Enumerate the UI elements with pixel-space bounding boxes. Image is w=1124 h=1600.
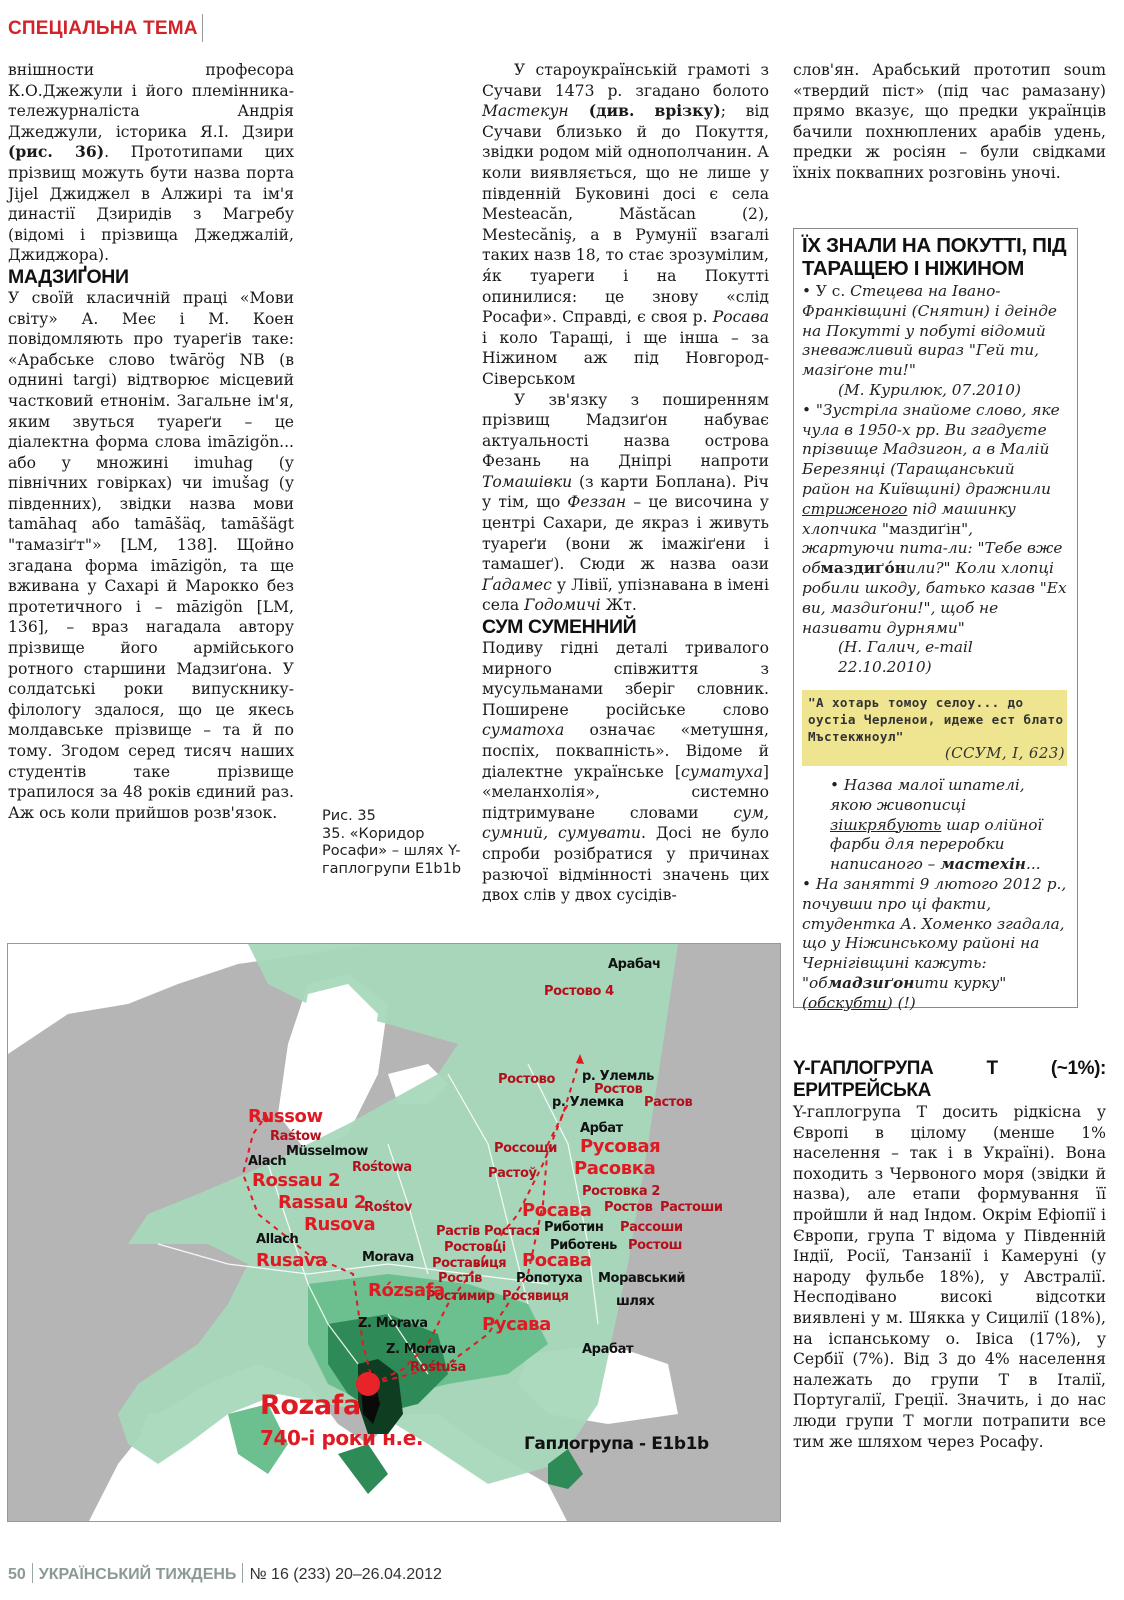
map-label-allach: Allach [256, 1232, 299, 1247]
map-label-z-morava-2: Z. Morava [386, 1342, 456, 1357]
map-label-rostymyr: Ростимир [426, 1289, 495, 1304]
map-label-rastov: Растов [644, 1095, 693, 1110]
map-label-alach: Alach [248, 1154, 287, 1169]
sidebar-citation-1: (М. Курилюк, 07.2010) [838, 380, 1022, 399]
map-label-rastou: Растоў [488, 1166, 537, 1181]
map-legend: Гаплогрупа - E1b1b [524, 1434, 709, 1454]
map-label-r-ulemka: р. Улемка [552, 1095, 624, 1110]
map-label-rostavytsia: Роставиця [432, 1256, 507, 1271]
map-label-rasovka: Расовка [574, 1158, 656, 1179]
issue-info: № 16 (233) 20–26.04.2012 [249, 1566, 442, 1583]
paragraph-fezan: У зв'язку з поширенням прізвищ Мадзиґон набуває актуальності назва острова Фезань на Дніпрі напроти Томашівки (з карти Боплана). Річ у тім, що Феззан – це височина у центрі Сахари, де якраз і живуть туареґи (вони ж імажіґени і тамашеґ). Сюди ж назва оази Ґадамес у Лівії, упізнавана в імені села Годомичі Жт. [482, 390, 769, 615]
map-label-rusova: Rusova [304, 1214, 376, 1235]
paragraph-mastekun: У староукраїнській грамоті з Сучави 1473 р. згадано болото Мастекун (див. врізку); від Сучави близько й до Покуття, звідки родом мій однополчанин. А коли виявляється, що не лише у південній Буковині досі є села Mesteacăn, Măstăcan (2), Mestecăniş, а в Румунії взагалі таких назв 18, то стає зрозумілим, я́к туареги і на Покутті опинилися: це знову «слід Росафи». Справді, є своя р. Росава і коло Таращі, і ще інша – за Ніжином аж під Новгород-Сіверськом [482, 61, 769, 388]
figure-reference: (рис. 36) [8, 142, 105, 162]
sidebar-citation-2: (Н. Галич, e-mail 22.10.2010) [838, 638, 973, 677]
map-label-z-morava-1: Z. Morava [358, 1316, 428, 1331]
column-1 [8, 60, 294, 823]
map-label-rastiv: Растів [436, 1224, 480, 1239]
map-label-rastoshi: Растоши [660, 1200, 723, 1215]
map-label-musselmow: Müsselmow [286, 1144, 368, 1159]
map-label-arabat: Арабат [582, 1342, 634, 1357]
map-origin-title: Rozafa [260, 1390, 361, 1421]
map-label-rostowa: Rośtowa [352, 1160, 412, 1175]
haplogroup-map [7, 943, 781, 1522]
caption-text: 35. «Коридор Росафи» – шлях Y-гаплогрупи E1b1b [322, 825, 462, 877]
sidebar-item-1: • У с. Стецева на Івано-Франківщині (Снятин) і деінде на Покутті у побуті відомий зневажливий вираз "Гей ти, мазіґоне ти!" [802, 282, 1057, 380]
map-label-rostovtsi: Ростовці [444, 1240, 506, 1255]
map-origin-date: 740-і роки н.е. [260, 1426, 424, 1450]
quote-source: (ССУМ, I, 623) [944, 743, 1065, 762]
intro-paragraph: внішности професора К.О.Джежули і його племінника-тележурналіста Андрія Джеджули, історика Я.І. Дзири (рис. 36). Прототипами цих прізвищ можуть бути назва порта Jijel Джиджел в Алжирі та ім'я династії Дзиридів з Магребу (відомі і прізвища Джеджалій, Джиджора). [8, 61, 295, 265]
map-label-rosava-1: Росава [522, 1200, 592, 1221]
column-3 [793, 60, 1106, 184]
page-number: 50 [8, 1566, 26, 1583]
map-label-rossau-2: Rossau 2 [252, 1170, 341, 1191]
map-label-rostov-2: Ростов [604, 1200, 653, 1215]
map-label-rostovo-4: Ростово 4 [544, 984, 614, 999]
sidebar-box [793, 228, 1078, 1012]
column-4 [793, 1058, 1106, 1452]
map-label-rostov-latin: Rośtov [364, 1200, 412, 1215]
map-label-rosiavytsia: Росявиця [502, 1289, 569, 1304]
caption-figure-number: Рис. 35 [322, 808, 376, 824]
map-label-rostov-1: Ростов [594, 1082, 643, 1097]
map-label-rozsafa: Rózsafa [368, 1280, 445, 1301]
sidebar-item-4: • На занятті 9 лютого 2012 р., почувши про ці факти, студентка А. Хоменко згадала, що у Ніжинському районі на Чернігівщині кажуть: "обмадзиґонити курку" (обскубти) (!) [802, 874, 1067, 1012]
map-label-r-uleml: р. Улемль [582, 1069, 654, 1084]
paragraph-sumatokha: Подиву гідні деталі тривалого мирного співжиття з мусульманами зберіг словник. Поширене російське слово суматоха означає «метушня, поспіх, поквапність». Відоме й діалектне українське [суматуха] «меланхолія», системно підтримуване словами сум, сумний, сумувати. Досі не було спроби розібратися у причинах разючої відмінності значень цих двох слів у двох сусідів- [482, 639, 770, 905]
map-label-rosava-2: Росава [522, 1250, 592, 1271]
quote-text: "А хотарь томоу селоу... до оустіа Черленои, идеже ест блато Мъстекжноул" [808, 694, 1064, 744]
paragraph-soum: слов'ян. Арабський прототип soum «твердий піст» (під час рамазану) прямо вказує, що предки українців бачили похнюплених арабів удень, предки ж росіян – були свідками їхніх поквапних розговінь уночі. [793, 61, 1106, 182]
map-label-ropotukha: Ропотуха [516, 1271, 583, 1286]
sidebar-item-2: • "Зустріла знайоме слово, яке чула в 1950-х рр. Ви згадуєте прізвище Мадзигон, а в Малій Березянці (Таращанський район на Київщині) дражнили стриженого під машинку хлопчика "маздиґін", жартуючи пита-ли: "Тебе вже обмаздиґóнили?" Коли хлопці робили шкоду, батько казав "Ех ви, маздиґони!", щоб не називати дурнями" [802, 400, 1067, 637]
heading-madzigony: МАДЗИҐОНИ [8, 265, 129, 288]
map-label-rusava-cyr: Русава [482, 1314, 551, 1335]
page-footer [8, 1563, 442, 1584]
heading-haplogroup-t: Y-ГАПЛОГРУПА T (~1%): ЕРИТРЕЙСЬКА [793, 1058, 1106, 1101]
map-label-rybotyn: Рибoтин [544, 1220, 604, 1235]
footer-divider [242, 1563, 243, 1583]
map-label-rastow: Raśtow [270, 1129, 322, 1144]
map-label-rassau-2: Rassau 2 [278, 1192, 366, 1213]
map-label-rostusa: Rośtuša [410, 1360, 466, 1375]
map-label-rostiv: Ростів [438, 1271, 482, 1286]
heading-sum-sumennyi: СУМ СУМЕННИЙ [482, 616, 637, 639]
sidebar-item-3: • Назва малої шпателі, якою живописці зішкрябують шар олійної фарби для переробки написаного – мастехін... [830, 775, 1043, 874]
map-label-rossoshi-1: Россоши [494, 1141, 557, 1156]
map-label-arabach: Арабач [608, 957, 661, 972]
madzigony-paragraph: У своїй класичній праці «Мови світу» А. Меє і М. Коен повідомляють про туареґів таке: «Арабське слово twārög NB (в однині targi) відтворює місцевий частковий етнонім. Загальне ім'я, яким звуться туареґи – це діалектна форма слова imāzigön... або у множині imuhag (у північних говірках) чи imušag (у південних), звідки назва мови tamāhaq або tamāšäq, tamāšägt "тамазіґт"» [LM, 138]. Щойно згадана форма imāzigön, та ще вживана у Сахарі й Марокко без протетичного і – māzigön [LM, 136], – враз нагадала автору прізвище його армійського ротного старшини Мадзиґона. У солдатські роки випускнику-філологу здалося, що це якесь молдавське прізвище – та й по тому. Згодом серед тисяч наших студентів таке прізвище трапилося за 48 років єдиний раз. Аж ось коли прийшов розв'язок. [8, 288, 294, 822]
map-label-ryboten: Рибoтень [550, 1238, 617, 1253]
map-label-rostovo: Ростово [498, 1072, 555, 1087]
figure-caption [322, 808, 482, 878]
old-charter-quote [802, 690, 1067, 766]
footer-divider [32, 1563, 33, 1583]
map-label-moravskyi: Моравський [598, 1271, 686, 1286]
section-divider [202, 14, 203, 42]
map-label-arbat: Арбат [580, 1121, 623, 1136]
magazine-name: УКРАЇНСЬКИЙ ТИЖДЕНЬ [38, 1566, 237, 1583]
column-2 [482, 60, 769, 906]
map-label-rostovka-2: Ростовка 2 [582, 1184, 661, 1199]
map-label-rostasia: Ростася [484, 1224, 540, 1239]
map-label-rassoshi: Рассоши [620, 1220, 683, 1235]
section-label: СПЕЦІАЛЬНА ТЕМА [8, 18, 198, 39]
map-label-rusovaya: Русовая [580, 1136, 661, 1157]
paragraph-haplogroup-t: Y-гаплогрупа T досить рідкісна у Європі в цілому (менше 1% населення – так і в Україні). Вона походить з Червоного моря (звідки й назва), але етапи формування її пройшли й над Індом. Окрім Ефіопії і Європи, група T відома у Південній Індії, Росії, Танзанії і Камеруні (у народу фульбе 18%), у Австралії. Несподівано високі відсотки виявлені у м. Шякка у Сицилії (18%), на іспанському о. Івіса (17%), у Сербії (7%). Від 3 до 4% населення належать до групи T в Італії, Португалії, Греції. Значить, і до нас люди групи T могли потрапити все тим же шляхом через Росафу. [793, 1103, 1106, 1451]
map-label-russow: Russow [248, 1106, 323, 1127]
map-label-rusava: Rusava [256, 1250, 328, 1271]
map-label-shliakh: шлях [616, 1294, 655, 1309]
map-label-morava: Morava [362, 1250, 414, 1265]
map-label-rostosh: Ростош [628, 1238, 683, 1253]
sidebar-title: ЇХ ЗНАЛИ НА ПОКУТТІ, ПІД ТАРАЩЕЮ І НІЖИНОМ [802, 234, 1067, 280]
